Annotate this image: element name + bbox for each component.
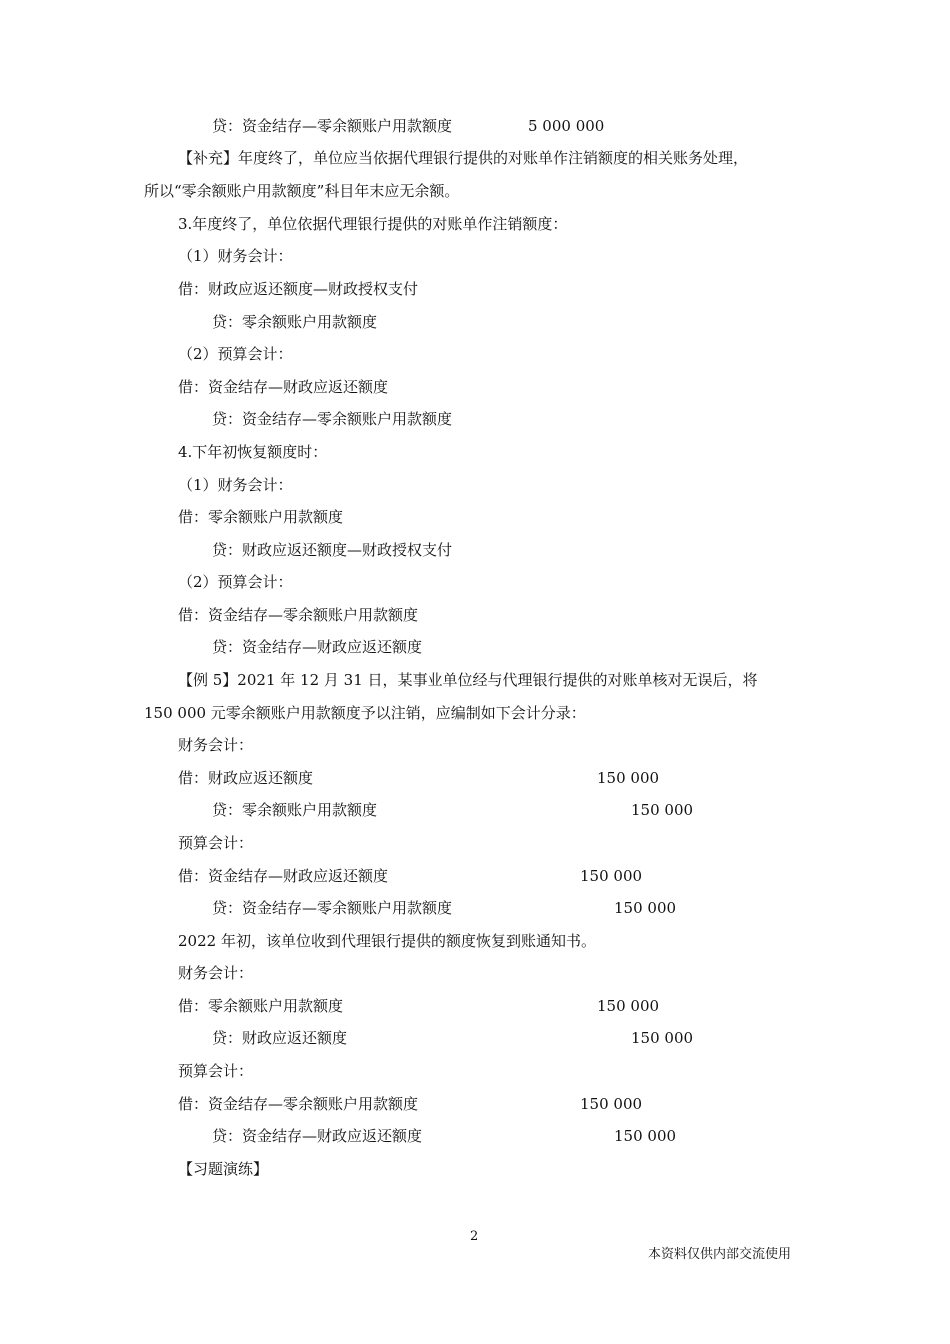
y2022-budget-label: 预算会计： <box>178 1062 254 1080</box>
amount-5000000: 5 000 000 <box>528 117 605 135</box>
supplement-para-line1: 【补充】年度终了，单位应当依据代理银行提供的对账单作注销额度的相关账务处理， <box>178 149 749 167</box>
y2022-budget-credit: 贷：资金结存—财政应返还额度 <box>212 1127 423 1145</box>
ex5-financial-credit-amount: 150 000 <box>631 801 694 819</box>
sec3-budget-label: （2）预算会计： <box>178 345 293 363</box>
sec3-financial-debit: 借：财政应返还额度—财政授权支付 <box>178 280 419 298</box>
sec3-budget-debit: 借：资金结存—财政应返还额度 <box>178 378 389 396</box>
sec3-financial-label: （1）财务会计： <box>178 247 293 265</box>
page-number: 2 <box>470 1229 479 1244</box>
y2022-financial-credit-amount: 150 000 <box>631 1029 694 1047</box>
supplement-para-line2: 所以“零余额账户用款额度”科目年末应无余额。 <box>144 182 460 200</box>
y2022-financial-debit-amount: 150 000 <box>597 997 660 1015</box>
year-2022-note: 2022 年初，该单位收到代理银行提供的额度恢复到账通知书。 <box>178 932 596 950</box>
y2022-budget-debit-amount: 150 000 <box>580 1095 643 1113</box>
y2022-budget-debit: 借：资金结存—零余额账户用款额度 <box>178 1095 419 1113</box>
exercise-heading: 【习题演练】 <box>178 1160 269 1178</box>
sec4-budget-label: （2）预算会计： <box>178 573 293 591</box>
ex5-budget-label: 预算会计： <box>178 834 254 852</box>
sec3-financial-credit: 贷：零余额账户用款额度 <box>212 313 378 331</box>
line-credit-fund-balance: 贷：资金结存—零余额账户用款额度 <box>212 117 453 135</box>
ex5-financial-label: 财务会计： <box>178 736 254 754</box>
ex5-financial-debit: 借：财政应返还额度 <box>178 769 314 787</box>
section-3-heading: 3.年度终了，单位依据代理银行提供的对账单作注销额度： <box>178 215 568 233</box>
y2022-financial-label: 财务会计： <box>178 964 254 982</box>
ex5-financial-credit: 贷：零余额账户用款额度 <box>212 801 378 819</box>
ex5-budget-debit-amount: 150 000 <box>580 867 643 885</box>
ex5-financial-debit-amount: 150 000 <box>597 769 660 787</box>
sec4-financial-label: （1）财务会计： <box>178 476 293 494</box>
sec4-budget-credit: 贷：资金结存—财政应返还额度 <box>212 638 423 656</box>
sec4-financial-debit: 借：零余额账户用款额度 <box>178 508 344 526</box>
sec4-budget-debit: 借：资金结存—零余额账户用款额度 <box>178 606 419 624</box>
sec3-budget-credit: 贷：资金结存—零余额账户用款额度 <box>212 410 453 428</box>
y2022-budget-credit-amount: 150 000 <box>614 1127 677 1145</box>
footer-internal-note: 本资料仅供内部交流使用 <box>648 1247 792 1262</box>
y2022-financial-credit: 贷：财政应返还额度 <box>212 1029 348 1047</box>
ex5-budget-debit: 借：资金结存—财政应返还额度 <box>178 867 389 885</box>
example-5-line2: 150 000 元零余额账户用款额度予以注销，应编制如下会计分录： <box>144 704 586 722</box>
y2022-financial-debit: 借：零余额账户用款额度 <box>178 997 344 1015</box>
sec4-financial-credit: 贷：财政应返还额度—财政授权支付 <box>212 541 453 559</box>
ex5-budget-credit: 贷：资金结存—零余额账户用款额度 <box>212 899 453 917</box>
example-5-line1: 【例 5】2021 年 12 月 31 日，某事业单位经与代理银行提供的对账单核对无误后，将 <box>178 671 758 689</box>
section-4-heading: 4.下年初恢复额度时： <box>178 443 328 461</box>
ex5-budget-credit-amount: 150 000 <box>614 899 677 917</box>
